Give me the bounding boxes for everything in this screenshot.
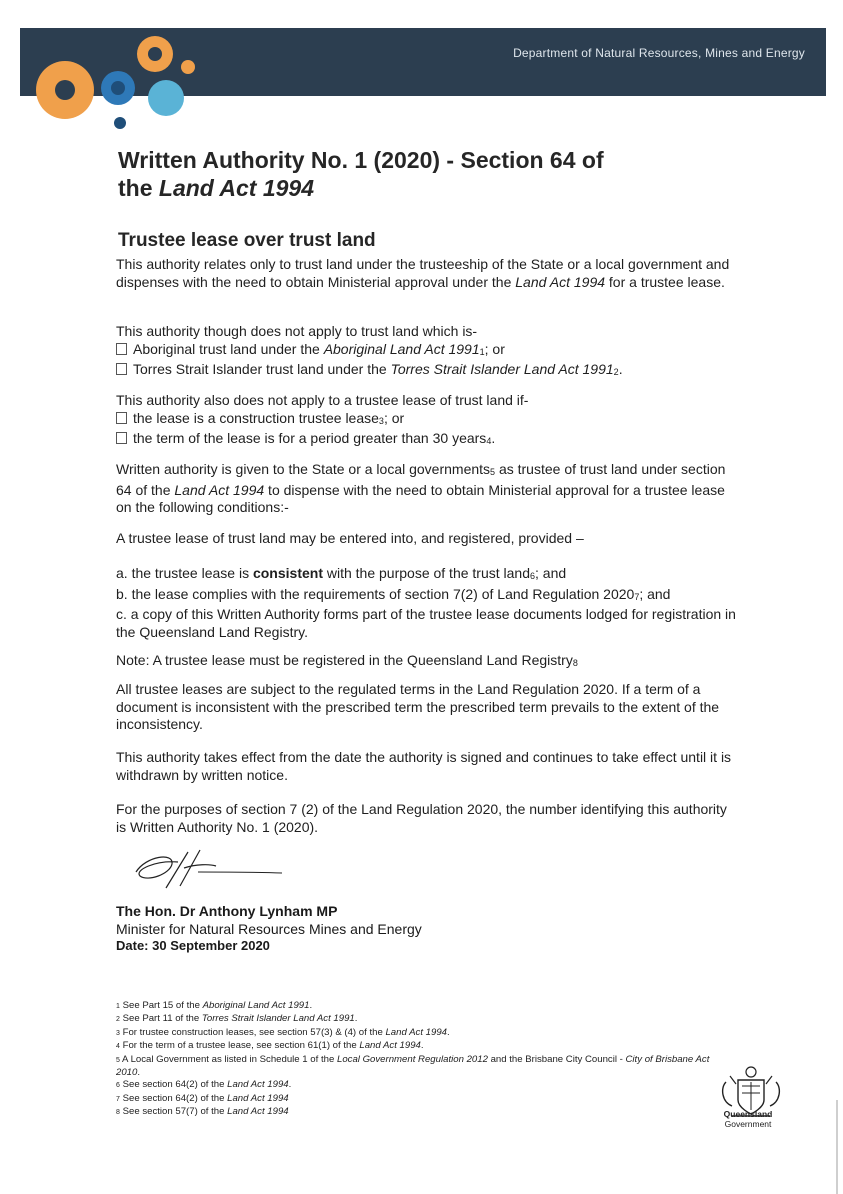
footnotes — [116, 1000, 726, 1120]
paragraph-regulated-terms: All trustee leases are subject to the regulated terms in the Land Regulation 2020. If a term of a document is inconsistent with the prescribed term the prescribed term prevails to the extent of the inconsistency. — [116, 681, 720, 732]
signature-date: Date: 30 September 2020 — [116, 938, 270, 953]
paragraph-authority-given: Written authority is given to the State or a local governments$_5$ as trustee of trust land under section 64 of the Land Act 1994 to dispense with the need to obtain Ministerial approval for a trustee lease on the following conditions:- — [116, 461, 726, 515]
signatory-title: Minister for Natural Resources Mines and Energy — [116, 921, 422, 937]
conditions-list: a. the trustee lease is consistent with the purpose of the trust land$_6$; and b. the lease complies with the requirements of section 7(2) of Land Regulation $2020_7$; and c. a copy of this Written Authority forms part of the trustee lease documents lodged for registration in the Queensland Land Registry. — [116, 565, 736, 640]
footnote: 4 For the term of a trustee lease, see section 61(1) of the Land Act 1994. — [116, 1040, 424, 1052]
brand-circles-logo — [0, 0, 843, 140]
paragraph-scope: This authority relates only to trust land under the trusteeship of the State or a local government and dispenses with the need to obtain Ministerial approval under the Land Act 1994 for a trustee lease. — [116, 256, 730, 290]
paragraph-exclusions-land: This authority though does not apply to trust land which is- Aboriginal trust land under the Aboriginal Land Act $1991_1$; or Torres Strait Islander trust land under the Torres Strait Islander Land Act $1991_2$. — [116, 323, 623, 377]
section-heading: Trustee lease over trust land — [118, 230, 376, 251]
title-line-2-prefix: the — [118, 175, 159, 201]
checkbox-icon — [116, 343, 127, 355]
queensland-government-logo: Queensland Government — [723, 1109, 773, 1129]
paragraph-exclusions-lease: This authority also does not apply to a trustee lease of trust land if- the lease is a construction trustee lease$_3$; or the term of the lease is for a period greater than 30 years$_4$. — [116, 392, 529, 446]
registration-note: Note: A trustee lease must be registered in the Queensland Land Registry$_8$ — [116, 652, 578, 668]
checkbox-icon — [116, 363, 127, 375]
signature-image — [126, 842, 286, 894]
footnote: 8 See section 57(7) of the Land Act 1994 — [116, 1106, 289, 1118]
paragraph-provided: A trustee lease of trust land may be entered into, and registered, provided – — [116, 530, 584, 546]
footnote: 1 See Part 15 of the Aboriginal Land Act 1991. — [116, 1000, 313, 1011]
footnote: 7 See section 64(2) of the Land Act 1994 — [116, 1092, 289, 1104]
footnote: 5 A Local Government as listed in Schedule 1 of the Local Government Regulation 2012 and the Brisbane City Council - City of Brisbane Act 2010. — [116, 1053, 710, 1079]
title-line-2-italic: Land Act 1994 — [158, 175, 314, 201]
paragraph-effect: This authority takes effect from the date the authority is signed and continues to take effect until it is withdrawn by written notice. — [116, 749, 732, 783]
page-edge-divider — [836, 1100, 838, 1194]
department-name: Department of Natural Resources, Mines and Energy — [513, 46, 805, 60]
checkbox-icon — [116, 432, 127, 444]
checkbox-icon — [116, 412, 127, 424]
footnote: 2 See Part 11 of the Torres Strait Islander Land Act 1991. — [116, 1013, 358, 1025]
footnote: 6 See section 64(2) of the Land Act 1994. — [116, 1079, 292, 1091]
document-title — [118, 146, 718, 202]
signatory-name: The Hon. Dr Anthony Lynham MP — [116, 903, 338, 919]
title-line-1: Written Authority No. 1 (2020) - Section 64 of — [118, 147, 604, 173]
paragraph-identifier: For the purposes of section 7 (2) of the Land Regulation 2020, the number identifying this authority is Written Authority No. 1 (2020). — [116, 801, 727, 835]
footnote: 3 For trustee construction leases, see section 57(3) & (4) of the Land Act 1994. — [116, 1026, 450, 1038]
